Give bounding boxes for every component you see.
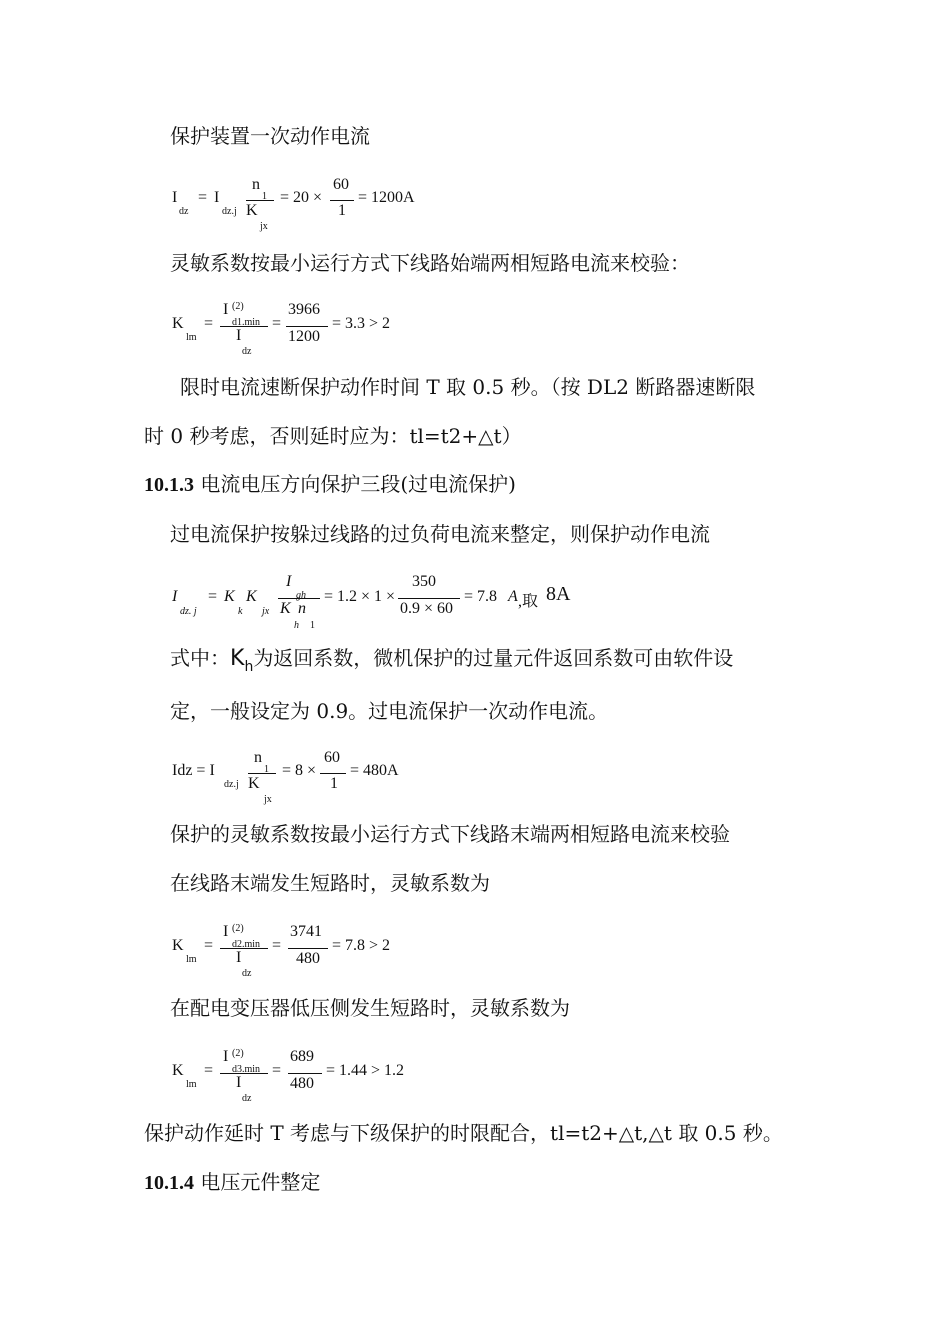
- eq3-rest2: = 7.8: [464, 588, 498, 605]
- eq5-lhs: K: [172, 937, 184, 954]
- eq6-den-sub: dz: [242, 1093, 252, 1104]
- eq3-lhs: I: [172, 588, 178, 605]
- eq1-lhs: I: [172, 189, 178, 206]
- eq1-equals: =: [198, 189, 208, 206]
- eq1-rest2: = 1200A: [358, 189, 415, 206]
- eq1-den: K: [246, 202, 258, 219]
- text-line-6: [170, 644, 733, 675]
- eq5-lhs-sub: lm: [186, 954, 197, 965]
- eq5-num-sup: (2): [232, 923, 244, 934]
- text-line-1: 保护装置一次动作电流: [170, 124, 370, 148]
- eq2-frac-line: [220, 326, 268, 327]
- eq1-frac-line: [246, 200, 274, 201]
- eq1-num-sub: 1: [262, 191, 267, 202]
- eq1-den-sub: jx: [260, 221, 268, 232]
- eq4-f-num: 60: [324, 749, 340, 766]
- eq6-eq2: =: [272, 1062, 282, 1079]
- eq2-den: I: [236, 327, 242, 344]
- eq4-lhs-sub: dz.j: [224, 779, 239, 790]
- eq3-k2-sub: jx: [262, 606, 270, 617]
- text-line-5: 过电流保护按躲过线路的过负荷电流来整定，则保护动作电流: [170, 522, 710, 546]
- eq2-eq: =: [204, 315, 214, 332]
- eq4-den: K: [248, 775, 260, 792]
- eq3-tail: ,取: [518, 593, 539, 610]
- text-line-7: 定，一般设定为 0.9。过电流保护一次动作电流。: [170, 699, 609, 723]
- text-line-6-pre: 式中：: [170, 646, 230, 670]
- eq5-den: I: [236, 949, 242, 966]
- eq1-i: I: [214, 189, 220, 206]
- eq5-rest: = 7.8 > 2: [332, 937, 391, 954]
- eq5-eq2: =: [272, 937, 282, 954]
- kh-symbol: K: [230, 646, 245, 671]
- eq3-lhs-sub: dz. j: [180, 606, 197, 617]
- eq6-lhs: K: [172, 1062, 184, 1079]
- kh-subscript: h: [244, 659, 254, 675]
- eq3-frac-line: [278, 598, 320, 599]
- eq3-den2-sub: 1: [310, 620, 315, 631]
- eq5-f-line: [288, 948, 328, 949]
- text-line-8: 保护的灵敏系数按最小运行方式下线路末端两相短路电流来校验: [170, 822, 730, 846]
- eq2-rest: = 3.3 > 2: [332, 315, 391, 332]
- eq1-lhs-sub: dz: [179, 206, 189, 217]
- eq6-num-sup: (2): [232, 1048, 244, 1059]
- text-line-4: 时 0 秒考虑，否则延时应为：tl=t2+△t）: [144, 424, 522, 448]
- eq3-unit: A: [508, 588, 518, 605]
- eq6-f-num: 689: [290, 1048, 314, 1065]
- eq1-num: n: [252, 176, 260, 193]
- heading-10-1-4-text: 电压元件整定: [194, 1170, 321, 1194]
- eq6-frac-line: [220, 1073, 268, 1074]
- eq1-i-sub: dz.j: [222, 206, 237, 217]
- eq4-frac-line: [248, 773, 276, 774]
- eq3-den-sub: h: [294, 620, 299, 631]
- eq4-lhs: Idz = I: [172, 762, 215, 779]
- eq3-k1: K: [224, 588, 235, 605]
- eq6-lhs-sub: lm: [186, 1079, 197, 1090]
- eq6-eq: =: [204, 1062, 214, 1079]
- eq2-num-sup: (2): [232, 301, 244, 312]
- eq1-f-num: 60: [333, 176, 349, 193]
- eq2-f-num: 3966: [288, 301, 320, 318]
- eq2-f-den: 1200: [288, 328, 320, 345]
- eq3-k2: K: [246, 588, 257, 605]
- eq6-f-den: 480: [290, 1075, 314, 1092]
- eq3-k1-sub: k: [238, 606, 243, 617]
- eq4-num-sub: 1: [264, 764, 269, 775]
- eq6-f-line: [288, 1073, 322, 1074]
- eq4-f-line: [320, 773, 346, 774]
- eq6-num-sub: d3.min: [232, 1064, 261, 1075]
- eq4-den-sub: jx: [264, 794, 272, 805]
- heading-10-1-3-text: 电流电压方向保护三段(过电流保护): [194, 472, 516, 496]
- eq5-eq: =: [204, 937, 214, 954]
- eq3-num-sub: gh: [296, 590, 306, 601]
- text-line-6-post: 为返回系数，微机保护的过量元件返回系数可由软件设: [253, 646, 734, 670]
- eq5-f-num: 3741: [290, 923, 322, 940]
- eq5-num-sub: d2.min: [232, 939, 261, 950]
- text-line-2: 灵敏系数按最小运行方式下线路始端两相短路电流来校验：: [170, 251, 690, 275]
- heading-10-1-3: [144, 470, 516, 499]
- eq2-lhs: K: [172, 315, 184, 332]
- eq3-den2: n: [298, 600, 306, 617]
- heading-10-1-4: [144, 1168, 320, 1197]
- eq5-den-sub: dz: [242, 968, 252, 979]
- eq2-eq2: =: [272, 315, 282, 332]
- eq5-num: I: [223, 923, 229, 940]
- eq4-num: n: [254, 749, 262, 766]
- text-line-3: 限时电流速断保护动作时间 T 取 0.5 秒。（按 DL2 断路器速断限: [180, 375, 756, 399]
- heading-10-1-4-number: 10.1.4: [144, 1172, 194, 1194]
- eq3-f-line: [398, 598, 460, 599]
- eq5-f-den: 480: [296, 950, 320, 967]
- heading-10-1-3-number: 10.1.3: [144, 474, 194, 496]
- eq2-lhs-sub: lm: [186, 332, 197, 343]
- eq3-f-num: 350: [412, 573, 436, 590]
- eq5-frac-line: [220, 948, 268, 949]
- eq6-rest: = 1.44 > 1.2: [326, 1062, 405, 1079]
- eq3-num: I: [286, 573, 292, 590]
- eq2-f-line: [286, 326, 328, 327]
- eq4-rest1: = 8 ×: [282, 762, 317, 779]
- eq2-den-sub: dz: [242, 346, 252, 357]
- eq3-rest1: = 1.2 × 1 ×: [324, 588, 396, 605]
- text-line-11: 保护动作延时 T 考虑与下级保护的时限配合，tl=t2+△t,△t 取 0.5 秒。: [144, 1121, 783, 1145]
- eq6-den: I: [236, 1074, 242, 1091]
- eq1-f-line: [330, 200, 354, 201]
- eq1-f-den: 1: [338, 202, 346, 219]
- eq1-rest1: = 20 ×: [280, 189, 323, 206]
- text-line-10: 在配电变压器低压侧发生短路时，灵敏系数为: [170, 996, 570, 1020]
- eq4-rest2: = 480A: [350, 762, 399, 779]
- eq2-num-sub: d1.min: [232, 317, 261, 328]
- eq4-f-den: 1: [330, 775, 338, 792]
- eq3-tail2: 8A: [546, 583, 571, 605]
- eq6-num: I: [223, 1048, 229, 1065]
- text-line-9: 在线路末端发生短路时，灵敏系数为: [170, 871, 490, 895]
- eq3-den: K: [280, 600, 291, 617]
- eq3-f-den: 0.9 × 60: [400, 600, 454, 617]
- eq3-eq: =: [208, 588, 218, 605]
- eq2-num: I: [223, 301, 229, 318]
